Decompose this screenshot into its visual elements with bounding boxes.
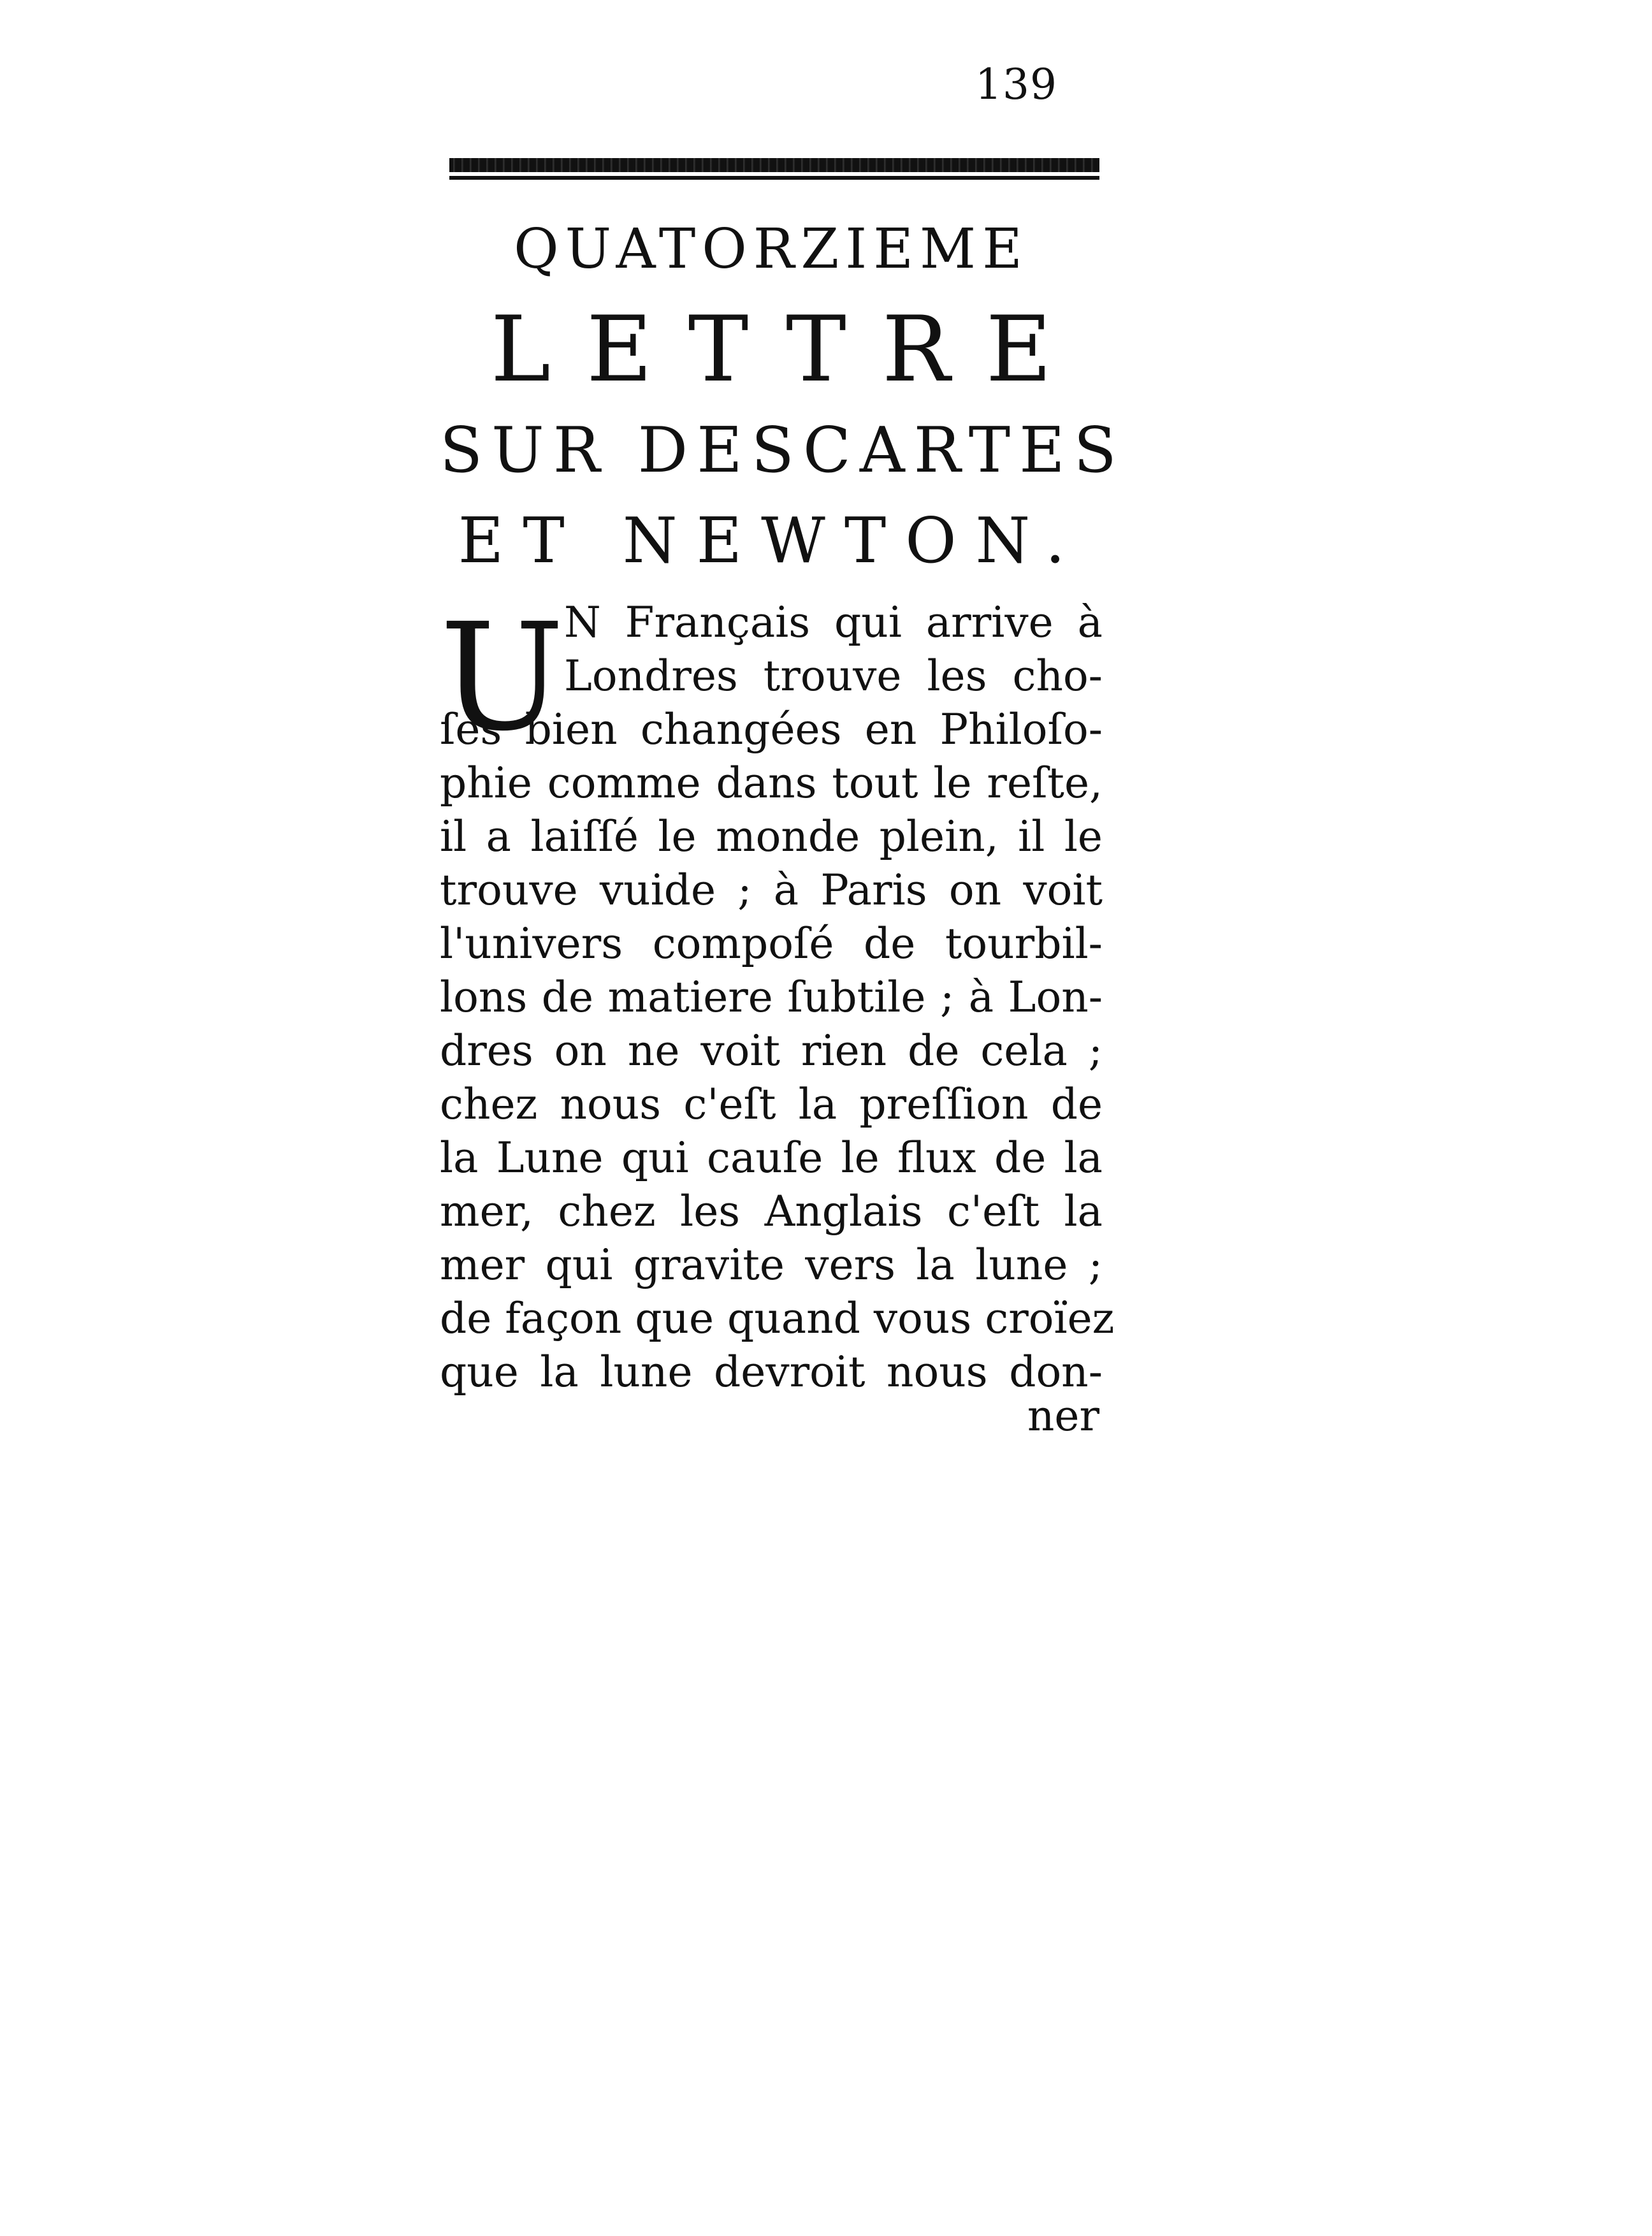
header-rule-thin [449,176,1099,180]
body-line: dres on ne voit rien de cela ; [440,1026,1103,1075]
page-number: 139 [975,60,1057,109]
body-line: la Lune qui cauſe le flux de la [440,1133,1103,1182]
heading-line-2: LETTRE [490,297,1088,402]
heading-line-4: ET NEWTON. [458,505,1085,577]
catchword: ner [1027,1391,1099,1441]
body-line: phie comme dans tout le reſte, [440,759,1103,808]
heading-line-3: SUR DESCARTES [440,414,1126,487]
body-line: Londres trouve les cho- [564,651,1103,701]
body-line: trouve vuide ; à Paris on voit [440,866,1103,915]
body-line: mer qui gravite vers la lune ; [440,1240,1103,1289]
heading-line-1: QUATORZIEME [514,217,1029,281]
body-line: que la lune devroit nous don- [440,1347,1103,1397]
body-line: de façon que quand vous croïez [440,1294,1115,1343]
body-line: l'univers compoſé de tourbil- [440,919,1103,968]
body-line: il a laiſſé le monde plein, il le [440,812,1103,861]
body-line: chez nous c'eſt la preſſion de [440,1080,1103,1129]
drop-cap: U [440,592,565,764]
body-line: ſes bien changées en Philoſo- [440,705,1103,754]
body-line: N Français qui arrive à [564,598,1103,647]
header-ornament-rule [449,158,1099,172]
body-line: lons de matiere ſubtile ; à Lon- [440,973,1103,1022]
body-line: mer, chez les Anglais c'eſt la [440,1187,1103,1236]
